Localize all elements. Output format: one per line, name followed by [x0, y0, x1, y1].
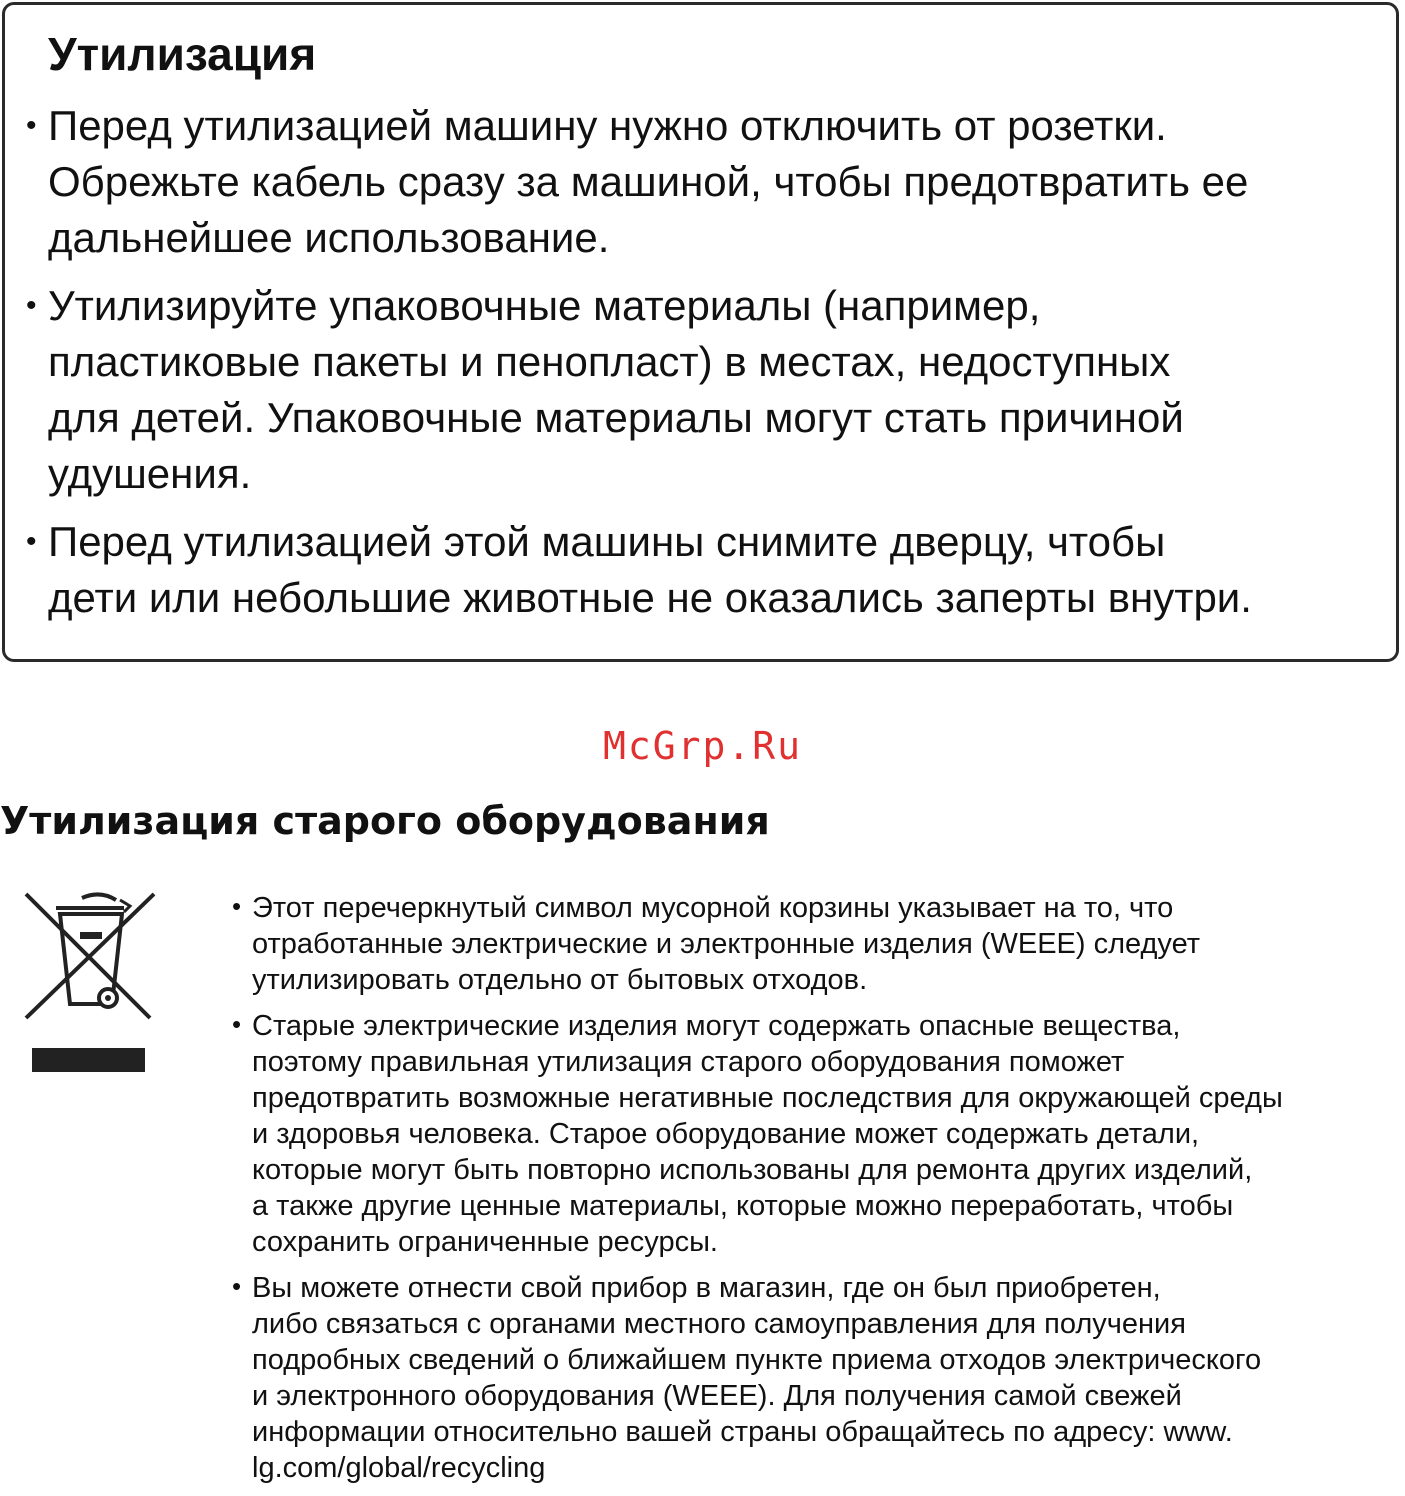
weee-list	[230, 890, 1390, 1496]
weee-item	[230, 890, 1390, 998]
bullet-icon: •	[232, 1271, 242, 1301]
text-line: удушения.	[48, 450, 252, 497]
text-line: Утилизируйте упаковочные материалы (например,	[48, 282, 1041, 329]
text-line: сохранить ограниченные ресурсы.	[252, 1226, 718, 1258]
bullet-icon: •	[232, 1009, 242, 1039]
text-line: и здоровья человека. Старое оборудование может содержать детали,	[252, 1118, 1200, 1150]
text-line: дети или небольшие животные не оказались заперты внутри.	[48, 574, 1252, 621]
disposal-list	[26, 98, 1371, 638]
text-line: подробных сведений о ближайшем пункте приема отходов электрического	[252, 1344, 1262, 1376]
bullet-icon: •	[232, 891, 242, 921]
weee-item	[230, 1270, 1390, 1486]
bullet-icon: •	[26, 109, 37, 142]
text-line: которые могут быть повторно использованы для ремонта других изделий,	[252, 1154, 1253, 1186]
watermark: McGrp.Ru	[602, 724, 803, 768]
bullet-icon: •	[26, 525, 37, 558]
text-line: Обрежьте кабель сразу за машиной, чтобы предотвратить ее	[48, 158, 1249, 205]
weee-item	[230, 1008, 1390, 1260]
text-line: предотвратить возможные негативные последствия для окружающей среды	[252, 1082, 1283, 1114]
text-line: информации относительно вашей страны обращайтесь по адресу: www.	[252, 1416, 1233, 1448]
text-line: Этот перечеркнутый символ мусорной корзины указывает на то, что	[252, 892, 1174, 924]
text-line: Вы можете отнести свой прибор в магазин, где он был приобретен,	[252, 1272, 1161, 1304]
text-line: утилизировать отдельно от бытовых отходов.	[252, 964, 868, 996]
disposal-item	[26, 278, 1371, 502]
text-line: Перед утилизацией машину нужно отключить от розетки.	[48, 102, 1167, 149]
disposal-item	[26, 514, 1371, 626]
text-line: пластиковые пакеты и пенопласт) в местах, недоступных	[48, 338, 1171, 385]
text-line: дальнейшее использование.	[48, 214, 610, 261]
disposal-title: Утилизация	[48, 28, 317, 80]
text-line: отработанные электрические и электронные изделия (WEEE) следует	[252, 928, 1201, 960]
disposal-item	[26, 98, 1371, 266]
section-title: Утилизация старого оборудования	[0, 799, 770, 843]
text-line: для детей. Упаковочные материалы могут стать причиной	[48, 394, 1184, 441]
bullet-icon: •	[26, 289, 37, 322]
crossed-out-wheelie-bin-icon	[16, 886, 166, 1076]
text-line: Перед утилизацией этой машины снимите дверцу, чтобы	[48, 518, 1166, 565]
text-line: поэтому правильная утилизация старого оборудования поможет	[252, 1046, 1125, 1078]
text-line: а также другие ценные материалы, которые можно переработать, чтобы	[252, 1190, 1234, 1222]
text-line: либо связаться с органами местного самоуправления для получения	[252, 1308, 1186, 1340]
text-line: и электронного оборудования (WEEE). Для получения самой свежей	[252, 1380, 1182, 1412]
text-line: Старые электрические изделия могут содержать опасные вещества,	[252, 1010, 1181, 1042]
recycling-url-text: lg.com/global/recycling	[252, 1452, 546, 1484]
